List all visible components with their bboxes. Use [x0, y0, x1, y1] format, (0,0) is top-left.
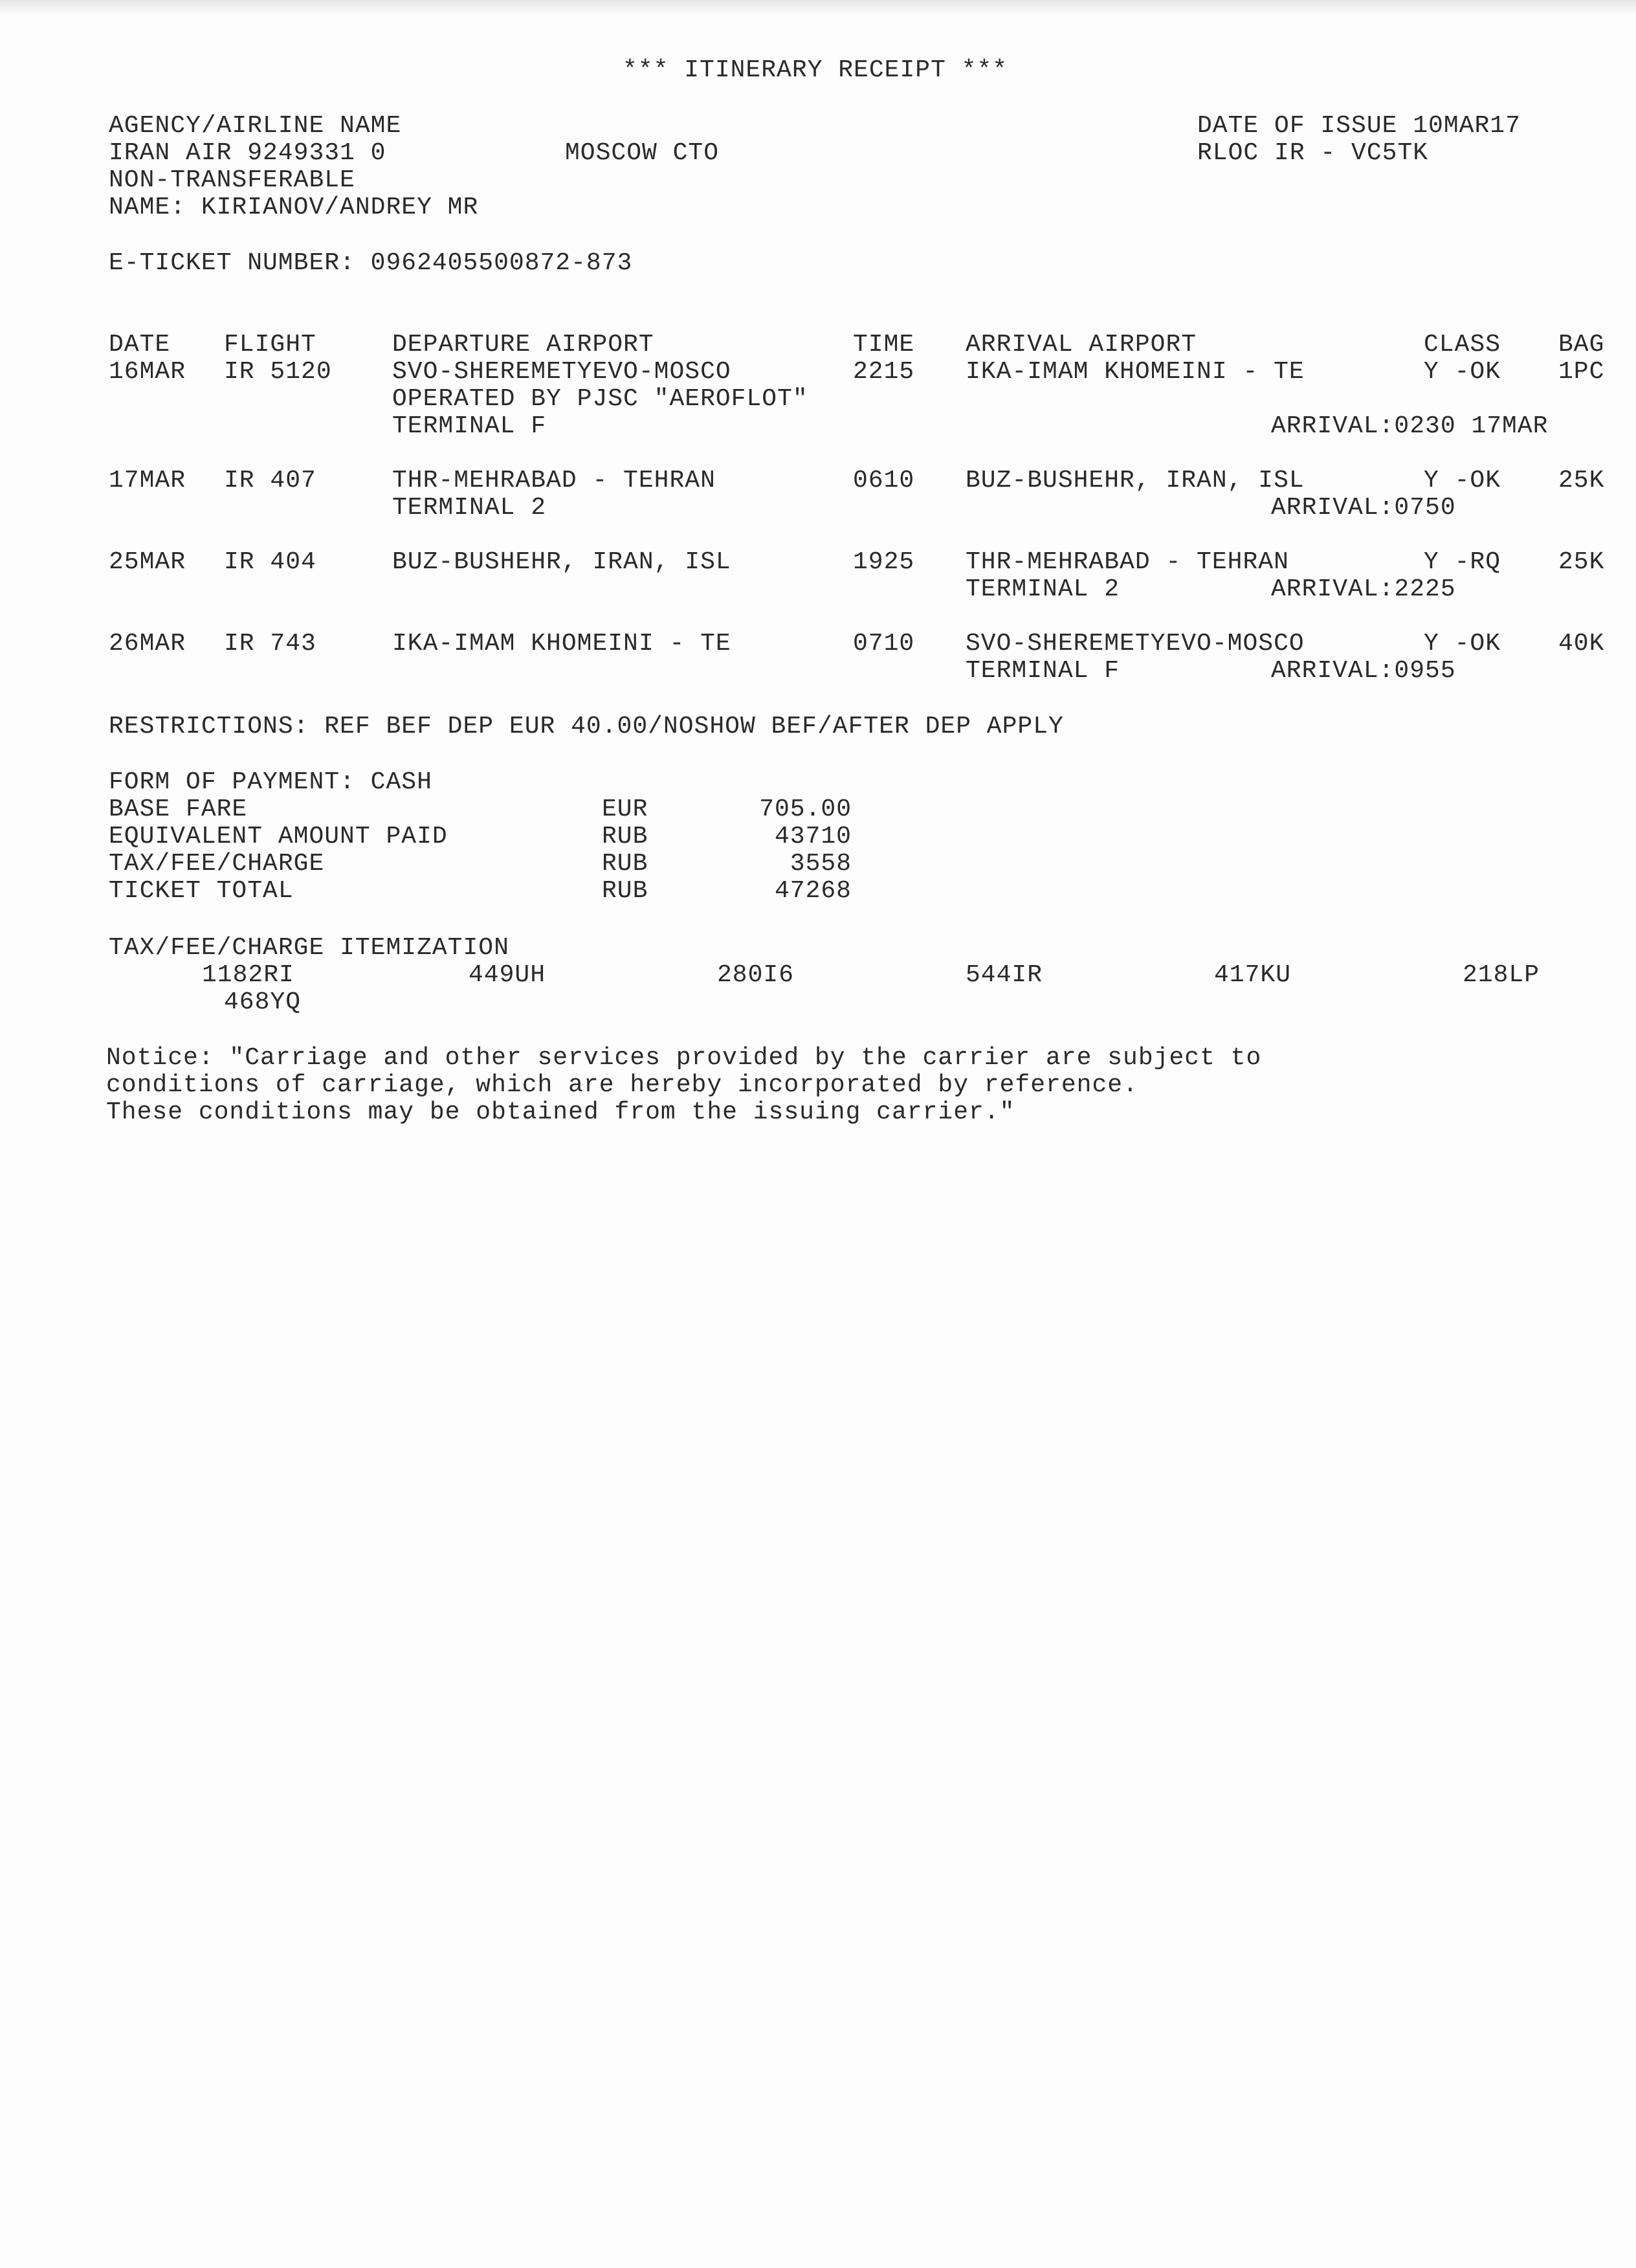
- tax-itemization-title: TAX/FEE/CHARGE ITEMIZATION: [109, 934, 509, 962]
- segment-time: 2215: [853, 358, 915, 386]
- col-departure: DEPARTURE AIRPORT: [392, 331, 654, 359]
- payment-label: EQUIVALENT AMOUNT PAID: [109, 823, 448, 850]
- segment-flight: IR 5120: [224, 358, 332, 386]
- col-flight: FLIGHT: [224, 331, 316, 359]
- payment-amount: 47268: [774, 877, 852, 905]
- segment-bag: 1PC: [1558, 358, 1605, 386]
- col-class: CLASS: [1424, 331, 1501, 359]
- segment-date: 25MAR: [109, 548, 186, 576]
- tax-item: 218LP: [1463, 961, 1540, 989]
- segment-class: Y -OK: [1424, 630, 1501, 658]
- segment-dep-terminal: TERMINAL 2: [392, 494, 547, 522]
- col-time: TIME: [853, 331, 915, 359]
- office-name: MOSCOW CTO: [565, 139, 720, 167]
- segment-arr-terminal: TERMINAL F: [966, 657, 1120, 685]
- payment-label: BASE FARE: [109, 795, 248, 823]
- segment-arrival-time: ARRIVAL:0230 17MAR: [1271, 412, 1549, 440]
- segment-arrival: THR-MEHRABAD - TEHRAN: [966, 548, 1289, 576]
- segment-time: 0710: [853, 630, 915, 658]
- agency-label: AGENCY/AIRLINE NAME: [109, 112, 402, 140]
- passenger-name: NAME: KIRIANOV/ANDREY MR: [109, 194, 479, 221]
- segment-departure: IKA-IMAM KHOMEINI - TE: [392, 630, 731, 658]
- segment-bag: 25K: [1558, 467, 1605, 495]
- segment-class: Y -OK: [1424, 358, 1501, 386]
- payment-amount: 705.00: [759, 795, 852, 823]
- scan-edge: [0, 0, 1636, 14]
- segment-arrival: IKA-IMAM KHOMEINI - TE: [966, 358, 1305, 386]
- col-arrival: ARRIVAL AIRPORT: [966, 331, 1197, 359]
- rloc: RLOC IR - VC5TK: [1197, 139, 1429, 167]
- segment-flight: IR 743: [224, 630, 316, 658]
- payment-amount: 43710: [774, 823, 852, 850]
- payment-amount: 3558: [790, 850, 852, 878]
- eticket-number: E-TICKET NUMBER: 0962405500872-873: [109, 249, 633, 277]
- segment-departure: THR-MEHRABAD - TEHRAN: [392, 467, 716, 495]
- notice-line: These conditions may be obtained from the issuing carrier.": [106, 1098, 1015, 1126]
- segment-operated-by: OPERATED BY PJSC "AEROFLOT": [392, 385, 808, 413]
- tax-item: 449UH: [469, 961, 546, 989]
- payment-currency: RUB: [602, 850, 648, 878]
- segment-date: 26MAR: [109, 630, 186, 658]
- segment-departure: BUZ-BUSHEHR, IRAN, ISL: [392, 548, 731, 576]
- segment-arrival: BUZ-BUSHEHR, IRAN, ISL: [966, 467, 1305, 495]
- segment-arr-terminal: TERMINAL 2: [966, 575, 1120, 603]
- restrictions: RESTRICTIONS: REF BEF DEP EUR 40.00/NOSHOW BEF/AFTER DEP APPLY: [109, 713, 1064, 740]
- payment-label: TAX/FEE/CHARGE: [109, 850, 325, 878]
- segment-arrival-time: ARRIVAL:0750: [1271, 494, 1456, 522]
- payment-currency: EUR: [602, 795, 648, 823]
- segment-flight: IR 407: [224, 467, 316, 495]
- payment-label: TICKET TOTAL: [109, 877, 294, 905]
- tax-item: 280I6: [717, 961, 795, 989]
- payment-currency: RUB: [602, 823, 648, 850]
- col-date: DATE: [109, 331, 171, 359]
- segment-class: Y -OK: [1424, 467, 1501, 495]
- payment-currency: RUB: [602, 877, 648, 905]
- segment-time: 0610: [853, 467, 915, 495]
- notice-line: conditions of carriage, which are hereby incorporated by reference.: [106, 1071, 1138, 1099]
- date-of-issue: DATE OF ISSUE 10MAR17: [1197, 112, 1521, 140]
- segment-arrival-time: ARRIVAL:2225: [1271, 575, 1456, 603]
- tax-item: 468YQ: [224, 988, 302, 1016]
- notice-line: Notice: "Carriage and other services provided by the carrier are subject to: [106, 1044, 1262, 1072]
- tax-item: 1182RI: [202, 961, 294, 989]
- non-transferable: NON-TRANSFERABLE: [109, 166, 355, 194]
- tax-item: 544IR: [966, 961, 1043, 989]
- segment-bag: 40K: [1558, 630, 1605, 658]
- tax-item: 417KU: [1214, 961, 1292, 989]
- segment-arrival-time: ARRIVAL:0955: [1271, 657, 1456, 685]
- segment-class: Y -RQ: [1424, 548, 1501, 576]
- segment-arrival: SVO-SHEREMETYEVO-MOSCO: [966, 630, 1305, 658]
- form-of-payment: FORM OF PAYMENT: CASH: [109, 768, 432, 796]
- segment-dep-terminal: TERMINAL F: [392, 412, 547, 440]
- document-title: *** ITINERARY RECEIPT ***: [623, 56, 1008, 84]
- airline-name: IRAN AIR 9249331 0: [109, 139, 386, 167]
- segment-flight: IR 404: [224, 548, 316, 576]
- segment-date: 17MAR: [109, 467, 186, 495]
- col-bag: BAG: [1558, 331, 1605, 359]
- segment-date: 16MAR: [109, 358, 186, 386]
- segment-bag: 25K: [1558, 548, 1605, 576]
- segment-departure: SVO-SHEREMETYEVO-MOSCO: [392, 358, 731, 386]
- segment-time: 1925: [853, 548, 915, 576]
